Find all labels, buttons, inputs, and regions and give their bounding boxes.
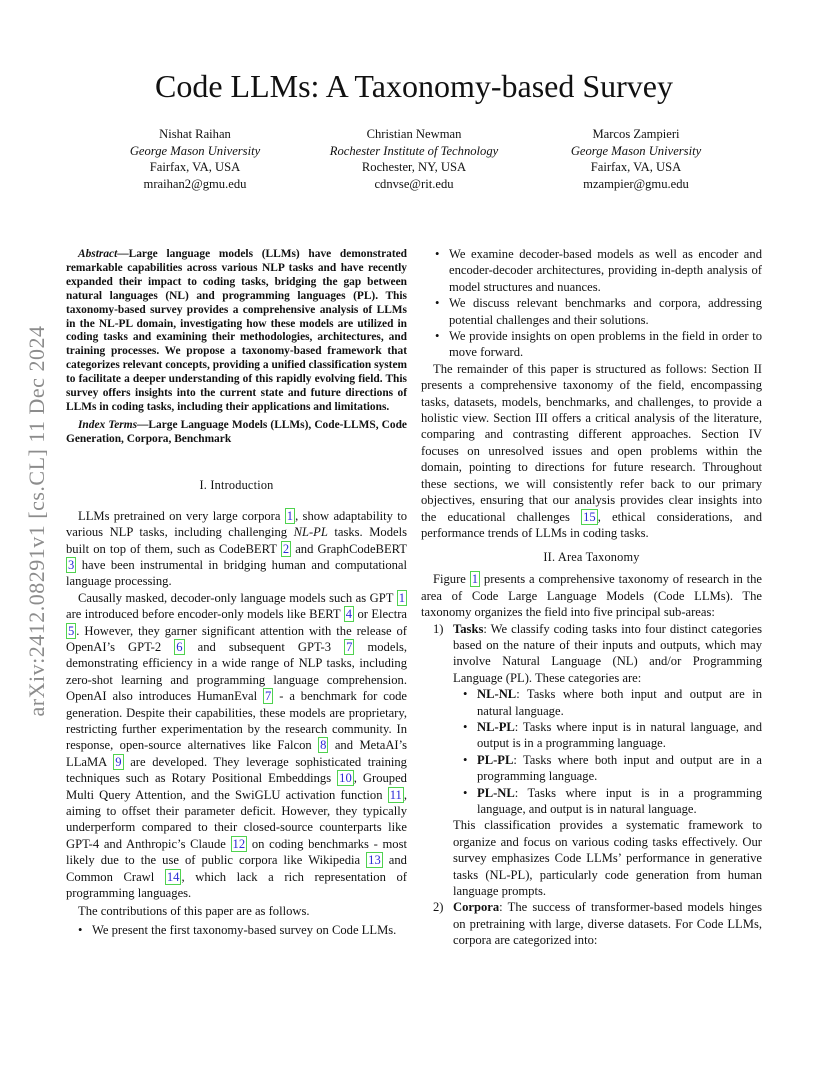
- paragraph: This classification provides a systematic framework to organize and focus on various coding tasks effectively. Our survey emphasizes Code LLMs’ performance in generative tasks (NL-PL), particularly code generation from human language prompts.: [453, 818, 762, 899]
- list-item: • We present the first taxonomy-based survey on Code LLMs.: [92, 922, 407, 938]
- right-column: [421, 246, 762, 949]
- list-item: • We discuss relevant benchmarks and corpora, addressing potential challenges and their solutions.: [449, 295, 762, 328]
- arxiv-stamp: arXiv:2412.08291v1 [cs.CL] 11 Dec 2024: [24, 325, 49, 717]
- list-item: • We provide insights on open problems in the field in order to move forward.: [449, 328, 762, 361]
- section-title: Area Taxonomy: [557, 550, 640, 565]
- citation-link[interactable]: 13: [368, 853, 381, 868]
- citation-link[interactable]: 2: [282, 541, 290, 556]
- author-email: mraihan2@gmu.edu: [143, 176, 247, 191]
- citation-link[interactable]: 5: [68, 623, 75, 638]
- paragraph: The remainder of this paper is structured as follows: Section II presents a comprehensive taxonomy of the field, encompassing tasks, datasets, models, benchmarks, and challenges, to provide a holistic view. Section III offers a critical analysis of the literature, comparing and contrasting different approaches. Section IV focuses on unresolved issues and open problems within the domain, pointing to directions for future research. Throughout these sections, we will consistently refer back to our primary objectives, ensuring that our analysis provides clear insights into the educational challenges 15 , ethical considerations, and performance trends of LLMs in coding tasks.: [421, 361, 762, 540]
- list-item: • We examine decoder-based models as well as encoder and encoder-decoder architectures, providing in-depth analysis of model structures and nuances.: [449, 246, 762, 295]
- author-block: [536, 126, 736, 192]
- section-heading: II. Area Taxonomy: [543, 550, 640, 565]
- citation-link[interactable]: 10: [339, 771, 352, 786]
- taxonomy-item: [421, 899, 762, 948]
- citation-link[interactable]: 9: [115, 754, 122, 769]
- author-location: Fairfax, VA, USA: [149, 160, 241, 174]
- paragraph: Tasks: We classify coding tasks into four distinct categories based on the nature of their inputs and outputs, which may involve Natural Language (NL) and/or Programming Language (PL). These categories are:: [453, 621, 762, 685]
- author-email: mzampier@gmu.edu: [583, 176, 689, 191]
- author-affiliation: George Mason University: [570, 143, 702, 158]
- author-block: [95, 126, 295, 192]
- citation-link[interactable]: 1: [286, 508, 294, 523]
- list-item: • NL-NL: Tasks where both input and output are in natural language.: [477, 686, 762, 719]
- citation-link[interactable]: 7: [346, 639, 353, 654]
- left-column: [66, 248, 407, 938]
- author-email: cdnvse@rit.edu: [374, 176, 454, 191]
- abstract: [66, 248, 407, 415]
- paragraph: LLMs pretrained on very large corpora 1 , show adaptability to various NLP tasks, including challenging NL-PL tasks. Models built on top of them, such as CodeBERT 2 and GraphCodeBERT 3 have been instrumental in bridging human and computational language processing.: [66, 508, 407, 589]
- paragraph: Figure 1 presents a comprehensive taxonomy of research in the area of Code Large Language Models (Code LLMs). The taxonomy organizes the field into five principal sub-areas:: [421, 572, 763, 620]
- author-name: Christian Newman: [366, 127, 462, 141]
- paragraph: Corpora: The success of transformer-based models hinges on pretraining with large, diverse datasets. For Code LLMs, corpora are categorized into:: [453, 900, 762, 948]
- author-name: Nishat Raihan: [159, 127, 231, 141]
- section-heading: I. Introduction: [199, 477, 274, 492]
- author-affiliation: Rochester Institute of Technology: [329, 143, 499, 158]
- list-item: • NL-PL: Tasks where input is in natural language, and output is in a programming language.: [477, 719, 762, 752]
- contributions-list: [449, 246, 762, 361]
- citation-link[interactable]: 12: [232, 836, 246, 851]
- paragraph: The contributions of this paper are as follows.: [78, 904, 310, 919]
- contributions-list: [92, 922, 407, 938]
- index-terms: [66, 419, 407, 447]
- taxonomy-item: [421, 621, 762, 900]
- index-terms-text: —Large Language Models (LLMs), Code-LLMS, Code Generation, Corpora, Benchmark: [66, 418, 407, 445]
- citation-link[interactable]: 14: [166, 869, 180, 884]
- citation-link[interactable]: 11: [389, 787, 402, 802]
- abstract-text: —Large language models (LLMs) have demonstrated remarkable capabilities across various NLP tasks and have recently expanded their impact to coding tasks, bridging the gap between natural languages (NL) and programming languages (PL). This taxonomy-based survey provides a comprehensive analysis of LLMs in the NL-PL domain, investigating how these models are utilized in coding tasks and examining their methodologies, architectures, and training processes. We propose a taxonomy-based framework that categorizes relevant concepts, providing a unified classification system to facilitate a deeper understanding of this rapidly evolving field. This survey offers insights into the current state and future directions of LLMs in coding tasks, including their applications and limitations.: [66, 248, 407, 413]
- author-block: [314, 126, 514, 192]
- index-terms-label: Index Terms: [78, 418, 138, 431]
- paragraph: Causally masked, decoder-only language models such as GPT 1 are introduced before encoder-only models like BERT 4 or Electra 5 . However, they garner significant attention with the release of OpenAI’s GPT-2 6 and subsequent GPT-3 7 models, demonstrating efficiency in a wide range of NLP tasks, including zero-shot learning and programming language comprehension. OpenAI also introduces HumanEval 7 - a benchmark for code generation. Despite their capabilities, these models are proprietary, restricting further experimentation by the research community. In response, open-source alternatives like Falcon 8 and MetaAI’s LLaMA 9 are developed. They leverage sophisticated training techniques such as Rotary Positional Embeddings 10 , Grouped Multi Query Attention, and the SwiGLU activation function 11 , aiming to offset their parameter deficit. However, they typically underperform compared to their closed-source counterparts like GPT-4 and Anthropic’s Claude 12 on coding benchmarks - most likely due to the use of public corpora like Wikipedia 13 and Common Crawl 14 , which lack a rich representation of programming languages.: [66, 590, 408, 901]
- citation-link[interactable]: 6: [176, 639, 183, 654]
- item-number: 1): [433, 621, 444, 636]
- author-location: Fairfax, VA, USA: [590, 160, 682, 174]
- list-item: • PL-NL: Tasks where input is in a programming language, and output is in natural language.: [477, 785, 762, 818]
- author-affiliation: George Mason University: [129, 143, 261, 158]
- author-location: Rochester, NY, USA: [361, 160, 467, 174]
- paper-title: Code LLMs: A Taxonomy-based Survey: [154, 68, 673, 104]
- item-number: 2): [433, 900, 444, 915]
- category-list: [477, 686, 762, 817]
- citation-link[interactable]: 4: [345, 607, 353, 622]
- section-title: Introduction: [210, 477, 274, 492]
- citation-link[interactable]: 8: [320, 738, 327, 753]
- citation-link[interactable]: 7: [265, 689, 272, 704]
- abstract-label: Abstract: [78, 248, 118, 260]
- citation-link[interactable]: 15: [583, 509, 596, 524]
- citation-link[interactable]: 3: [68, 557, 75, 572]
- citation-link[interactable]: 1: [398, 590, 405, 605]
- list-item: • PL-PL: Tasks where both input and output are in a programming language.: [477, 752, 762, 785]
- author-name: Marcos Zampieri: [592, 127, 680, 141]
- figure-link[interactable]: 1: [471, 572, 479, 587]
